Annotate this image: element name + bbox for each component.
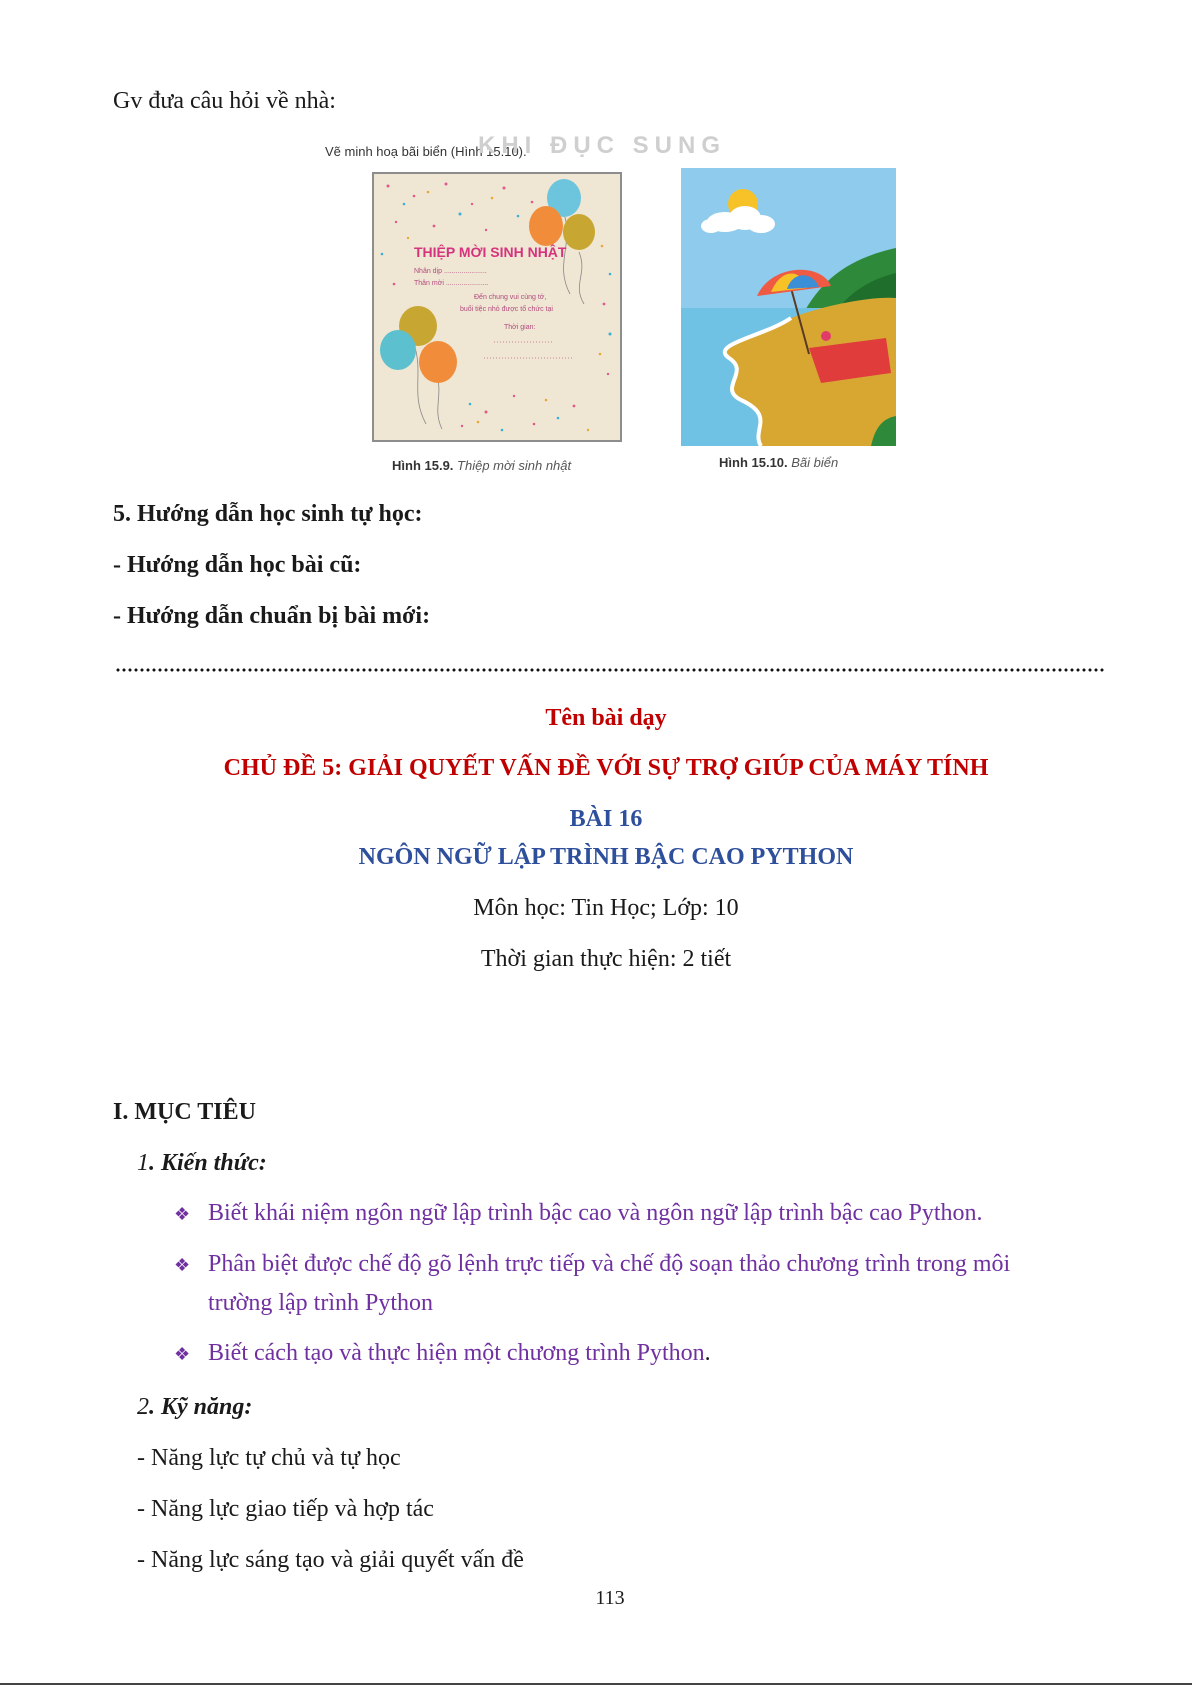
lesson-name-label: Tên bài dạy	[545, 705, 667, 731]
figure-caption-left	[392, 458, 571, 473]
caption-label: Hình 15.9.	[392, 458, 454, 473]
figure-instruction: Vẽ minh hoạ bãi biển (Hình 15.10).	[325, 144, 527, 159]
caption-text: Thiệp mời sinh nhật	[457, 458, 572, 473]
card-line: Thân mời ......................	[414, 280, 489, 287]
knowledge-item-text: Biết cách tạo và thực hiện một chương trình Python	[208, 1340, 705, 1366]
card-line: Nhân dịp ......................	[414, 268, 487, 275]
knowledge-item: Biết khái niệm ngôn ngữ lập trình bậc cao và ngôn ngữ lập trình bậc cao Python.	[208, 1200, 983, 1226]
card-line: buổi tiệc nhỏ được tổ chức tại	[460, 306, 553, 313]
old-lesson-guide: - Hướng dẫn học bài cũ:	[113, 552, 362, 578]
knowledge-number: 1	[137, 1150, 149, 1176]
caption-label: Hình 15.10.	[719, 455, 788, 470]
birthday-invitation-image	[372, 172, 622, 442]
card-line: Đến chung vui cùng tớ,	[474, 294, 547, 301]
skills-number: 2	[137, 1394, 149, 1420]
skill-item: - Năng lực sáng tạo và giải quyết vấn đề	[137, 1547, 524, 1573]
diamond-bullet-icon: ❖	[174, 1344, 191, 1364]
caption-text: Bãi biển	[791, 455, 839, 470]
page-number: 113	[595, 1587, 625, 1609]
period: .	[704, 1340, 711, 1366]
new-lesson-guide: - Hướng dẫn chuẩn bị bài mới:	[113, 603, 431, 629]
knowledge-heading	[137, 1150, 267, 1177]
watermark: KHI ĐỤC SUNG	[478, 132, 727, 159]
homework-intro: Gv đưa câu hỏi về nhà:	[113, 88, 336, 114]
subject-grade: Môn học: Tin Học; Lớp: 10	[473, 895, 739, 921]
beach-illustration-image	[681, 168, 896, 446]
knowledge-text: . Kiến thức:	[149, 1150, 267, 1176]
duration: Thời gian thực hiện: 2 tiết	[480, 946, 732, 972]
objectives-number: I	[113, 1099, 123, 1125]
knowledge-item: Phân biệt được chế độ gõ lệnh trực tiếp và chế độ soạn thảo chương trình trong môi	[208, 1251, 1011, 1277]
diamond-bullet-icon: ❖	[174, 1255, 191, 1275]
card-title: THIỆP MỜI SINH NHẬT	[414, 244, 567, 260]
topic-title: CHỦ ĐỀ 5: GIẢI QUYẾT VẤN ĐỀ VỚI SỰ TRỢ GIÚP CỦA MÁY TÍNH	[223, 755, 989, 781]
card-line: Thời gian:	[504, 324, 536, 331]
skills-text: . Kỹ năng:	[149, 1394, 253, 1420]
dotted-separator	[115, 668, 1105, 672]
lesson-title: NGÔN NGỮ LẬP TRÌNH BẬC CAO PYTHON	[358, 844, 854, 870]
objectives-heading	[113, 1099, 256, 1126]
knowledge-item-continued: trường lập trình Python	[208, 1290, 434, 1316]
self-study-heading: 5. Hướng dẫn học sinh tự học:	[113, 501, 423, 527]
diamond-bullet-icon: ❖	[174, 1204, 191, 1224]
skill-item: - Năng lực giao tiếp và hợp tác	[137, 1496, 434, 1522]
objectives-text: . MỤC TIÊU	[122, 1099, 256, 1125]
skill-item: - Năng lực tự chủ và tự học	[137, 1445, 401, 1471]
knowledge-item	[208, 1340, 711, 1367]
lesson-number: BÀI 16	[569, 806, 643, 832]
figure-caption-right	[719, 455, 838, 470]
skills-heading	[137, 1394, 252, 1421]
beach-graphic	[681, 168, 896, 446]
